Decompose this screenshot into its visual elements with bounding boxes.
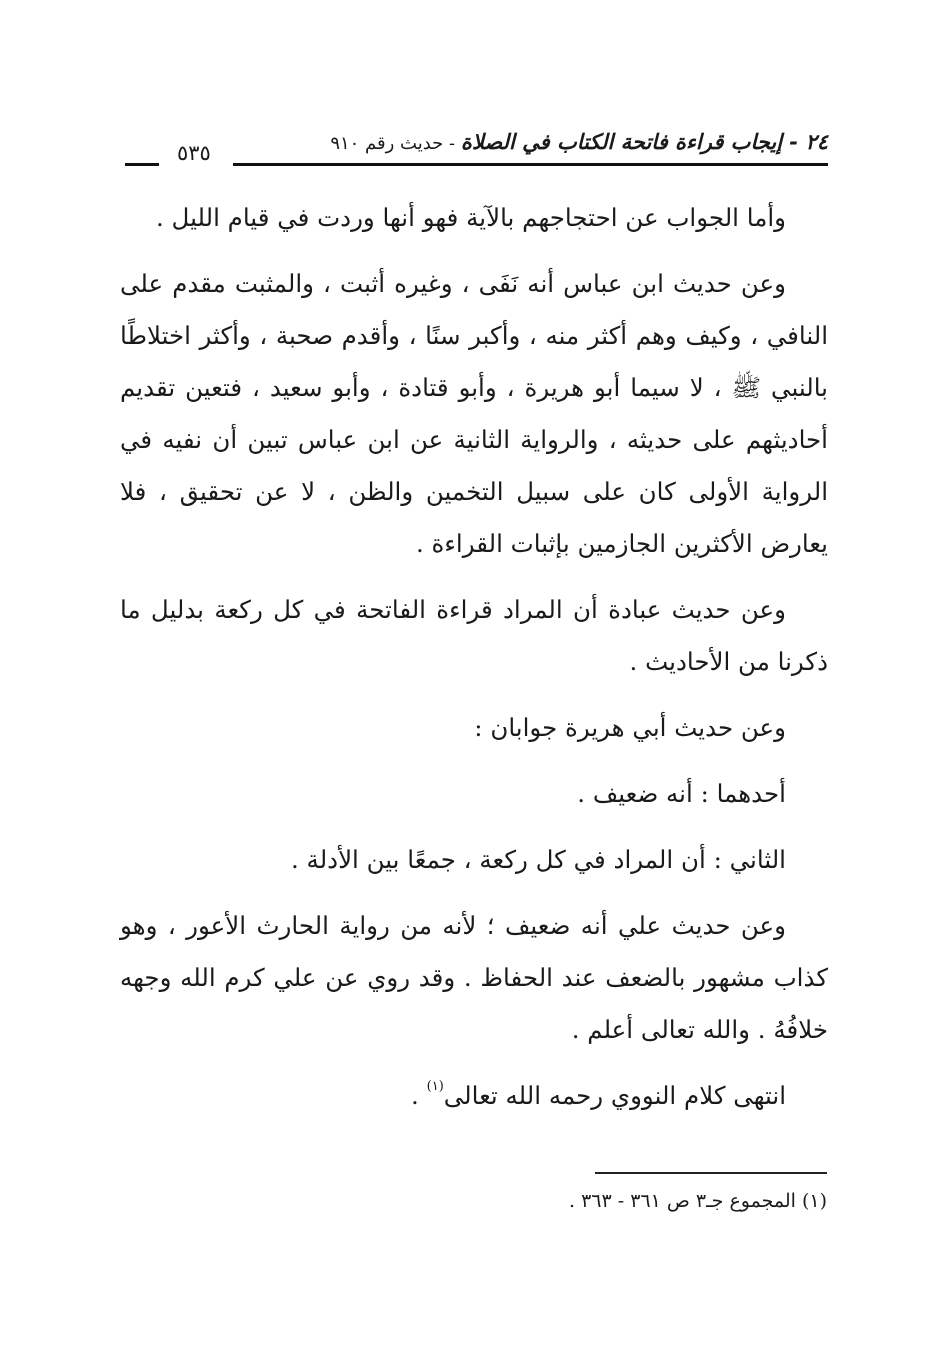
- footnote: (١) المجموع جـ٣ ص ٣٦١ - ٣٦٣ .: [568, 1190, 827, 1212]
- paragraph-3: وعن حديث عبادة أن المراد قراءة الفاتحة في كل ركعة بدليل ما ذكرنا من الأحاديث .: [120, 595, 828, 676]
- running-header: [125, 126, 828, 170]
- page-number-rule: [125, 163, 159, 166]
- hadith-reference: - حديث رقم ٩١٠: [330, 133, 461, 154]
- paragraph-6: الثاني : أن المراد في كل ركعة ، جمعًا بين الأدلة .: [290, 845, 786, 874]
- closing-end: .: [411, 1081, 427, 1110]
- paragraph-2: وعن حديث ابن عباس أنه نَفَى ، وغيره أثبت ، والمثبت مقدم على النافي ، وكيف وهم أكثر منه ، وأكبر سنًا ، وأقدم صحبة ، وأكثر اختلاطًا بالنبي ﷺ ، لا سيما أبو هريرة ، وأبو قتادة ، وأبو سعيد ، فتعين تقديم أحاديثهم على حديثه ، والرواية الثانية عن ابن عباس تبين أن نفيه في الرواية الأولى كان على سبيل التخمين والظن ، لا عن تحقيق ، فلا يعارض الأكثرين الجازمين بإثبات القراءة .: [120, 269, 828, 558]
- page-number: ٥٣٥: [177, 141, 211, 165]
- header-rule: [233, 163, 828, 166]
- paragraph-5: أحدهما : أنه ضعيف .: [577, 779, 786, 808]
- paragraph-7: وعن حديث علي أنه ضعيف ؛ لأنه من رواية الحارث الأعور ، وهو كذاب مشهور بالضعف عند الحفاظ . وقد روي عن علي كرم الله وجهه خلافُهُ . والله تعالى أعلم .: [120, 911, 828, 1044]
- closing-paragraph: [120, 1070, 828, 1122]
- footnote-rule: [595, 1172, 827, 1174]
- chapter-title: ٢٤ - إيجاب قراءة فاتحة الكتاب في الصلاة: [460, 130, 828, 154]
- closing-text: انتهى كلام النووي رحمه الله تعالى: [443, 1081, 786, 1110]
- header-title: [330, 126, 828, 160]
- body-text: [120, 192, 828, 1136]
- footnote-marker: (١): [426, 1079, 444, 1094]
- paragraph-1: وأما الجواب عن احتجاجهم بالآية فهو أنها وردت في قيام الليل .: [155, 203, 786, 232]
- paragraph-4: وعن حديث أبي هريرة جوابان :: [474, 713, 786, 742]
